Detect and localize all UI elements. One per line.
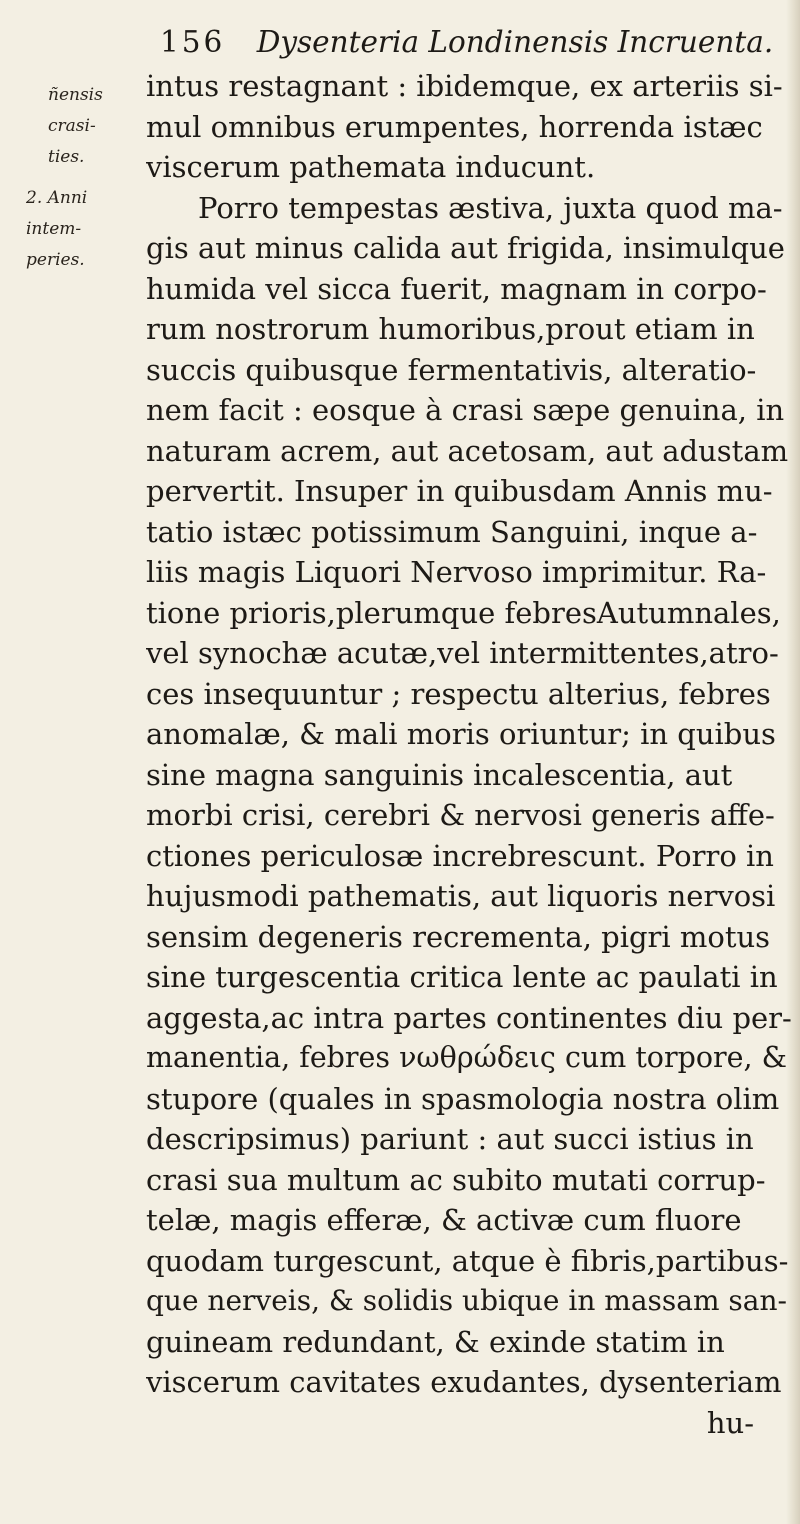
text-line: viscerum pathemata inducunt.: [146, 150, 596, 184]
running-title: Dysenteria Londinensis Incruenta.: [256, 25, 774, 59]
margin-note-anni: [26, 183, 87, 276]
text-line: aggesta,ac intra partes continentes diu per-: [146, 1000, 792, 1035]
text-line: humida vel sicca fuerit, magnam in corpo-: [146, 271, 767, 306]
text-line: mul omnibus erumpentes, horrenda istæc: [146, 109, 763, 144]
text-line: quodam turgescunt, atque è fibris,partibus-: [146, 1243, 789, 1278]
margin-note-line: 2. Anni: [26, 188, 88, 208]
text-line: telæ, magis efferæ, & activæ cum fluore: [146, 1203, 742, 1237]
text-line: rum nostrorum humoribus,prout etiam in: [146, 312, 755, 346]
margin-note-line: intem-: [26, 219, 82, 239]
text-line: sensim degeneris recrementa, pigri motus: [146, 919, 771, 954]
text-line: que nerveis, & solidis ubique in massam san-: [146, 1284, 787, 1317]
text-line: Porro tempestas æstiva, juxta quod ma-: [198, 190, 783, 225]
text-line: stupore (quales in spasmologia nostra olim: [146, 1081, 780, 1116]
text-line: succis quibusque fermentativis, alteratio-: [146, 352, 757, 387]
text-line: gis aut minus calida aut frigida, insimulque: [146, 231, 785, 265]
text-line: descripsimus) pariunt : aut succi istius in: [146, 1122, 754, 1156]
margin-note-line: peries.: [26, 250, 85, 270]
text-line: vel synochæ acutæ,vel intermittentes,atro-: [146, 636, 779, 670]
text-line: ctiones periculosæ increbrescunt. Porro in: [146, 838, 774, 873]
text-line: viscerum cavitates exudantes, dysenteriam: [146, 1365, 782, 1399]
text-line: sine turgescentia critica lente ac paulati in: [146, 960, 778, 994]
text-line: tione prioris,plerumque febresAutumnales,: [146, 595, 781, 630]
margin-note-line: ñensis: [48, 85, 103, 105]
margin-note-crasis: [48, 80, 103, 173]
margin-note-line: ties.: [48, 147, 85, 167]
text-line: guineam redundant, & exinde statim in: [146, 1324, 725, 1359]
text-line: tatio istæc potissimum Sanguini, inque a-: [146, 514, 758, 549]
text-line: naturam acrem, aut acetosam, aut adustam: [146, 433, 789, 468]
text-line: anomalæ, & mali moris oriuntur; in quibus: [146, 717, 776, 751]
text-line: intus restagnant : ibidemque, ex arteriis si-: [146, 69, 783, 103]
text-line: manentia, febres νωθρώδεις cum torpore, &: [146, 1041, 787, 1074]
text-line: crasi sua multum ac subito mutati corrup-: [146, 1162, 766, 1197]
margin-note-line: crasi-: [48, 116, 96, 136]
text-line: hujusmodi pathematis, aut liquoris nervosi: [146, 879, 776, 913]
text-line: liis magis Liquori Nervoso imprimitur. Ra-: [146, 555, 767, 589]
text-line: nem facit : eosque à crasi sæpe genuina, in: [146, 393, 785, 427]
catchword: hu-: [706, 1405, 754, 1440]
text-line: pervertit. Insuper in quibusdam Annis mu-: [146, 474, 773, 508]
body-text: [146, 66, 794, 1443]
text-line: ces insequuntur ; respectu alterius, febres: [146, 676, 771, 711]
page-number: 156: [160, 25, 226, 59]
text-line: sine magna sanguinis incalescentia, aut: [146, 757, 733, 792]
text-line: morbi crisi, cerebri & nervosi generis affe-: [146, 798, 775, 832]
running-header: [160, 18, 780, 66]
